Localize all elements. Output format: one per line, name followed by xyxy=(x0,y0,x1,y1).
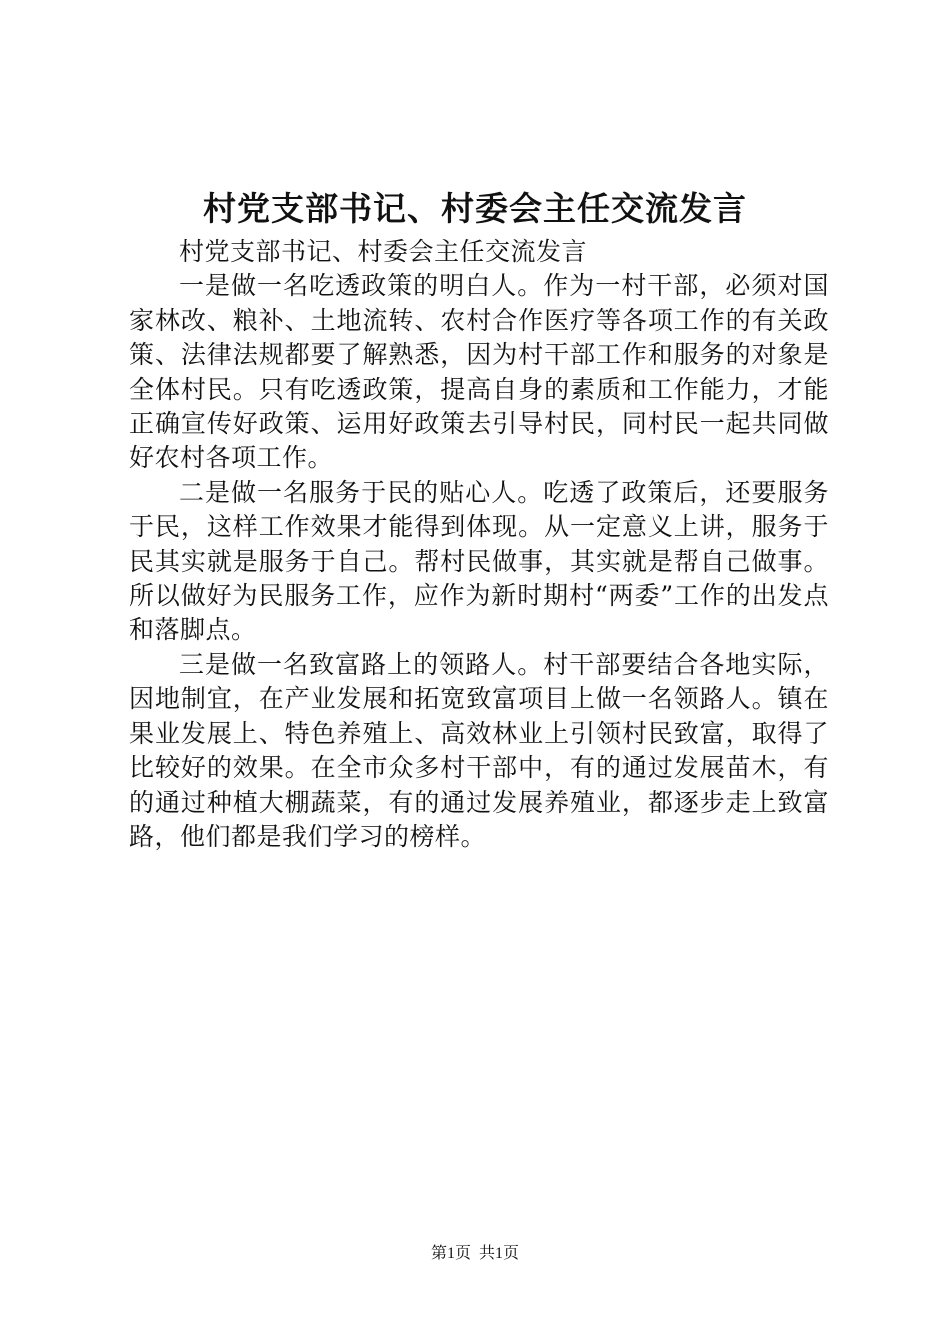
page-footer xyxy=(0,1244,950,1264)
document-title: 村党支部书记、村委会主任交流发言 xyxy=(203,189,747,228)
paragraph-3: 三是做一名致富路上的领路人。村干部要结合各地实际，因地制宜，在产业发展和拓宽致富项目上做一名领路人。镇在果业发展上、特色养殖上、高效林业上引领村民致富，取得了比较好的效果。在全市众多村干部中，有的通过发展苗木，有的通过种植大棚蔬菜，有的通过发展养殖业，都逐步走上致富路，他们都是我们学习的榜样。 xyxy=(129,649,829,851)
page-total: 共1页 xyxy=(479,1245,520,1262)
paragraph-1: 一是做一名吃透政策的明白人。作为一村干部，必须对国家林改、粮补、土地流转、农村合作医疗等各项工作的有关政策、法律法规都要了解熟悉，因为村干部工作和服务的对象是全体村民。只有吃透政策，提高自身的素质和工作能力，才能正确宣传好政策、运用好政策去引导村民，同村民一起共同做好农村各项工作。 xyxy=(129,271,829,473)
paragraph-2: 二是做一名服务于民的贴心人。吃透了政策后，还要服务于民，这样工作效果才能得到体现。从一定意义上讲，服务于民其实就是服务于自己。帮村民做事，其实就是帮自己做事。所以做好为民服务工作，应作为新时期村“两委”工作的出发点和落脚点。 xyxy=(129,477,829,645)
page-number: 第1页 xyxy=(430,1245,471,1262)
document-subtitle: 村党支部书记、村委会主任交流发言 xyxy=(179,237,588,266)
document-body xyxy=(129,235,829,854)
